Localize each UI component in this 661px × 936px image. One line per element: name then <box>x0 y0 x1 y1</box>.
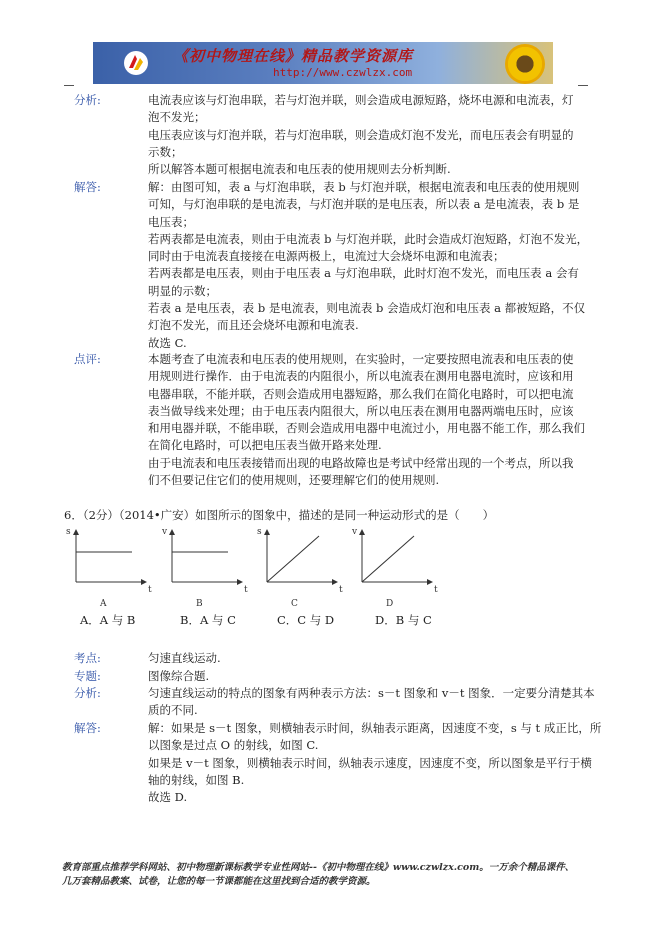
q6-analysis <box>148 685 595 720</box>
text-line: 示数； <box>148 144 183 159</box>
text-line: 匀速直线运动的特点的图象有两种表示方法：s－t 图象和 v－t 图象．一定要分清楚其本 <box>148 686 595 700</box>
text-line: 同时由于电流表直接接在电源两极上，电流过大会烧坏电源和电流表； <box>148 249 505 264</box>
footer-line: 教育部重点推荐学科网站、初中物理新课标教学专业性网站--《初中物理在线》www.czwlzx.com。一万余个精品课件、 <box>62 862 575 873</box>
q5-comment <box>148 351 585 489</box>
text-line: 电流表应该与灯泡串联，若与灯泡并联，则会造成电源短路，烧坏电源和电流表，灯 <box>148 93 574 107</box>
text-line: 本题考查了电流表和电压表的使用规则，在实验时，一定要按照电流表和电压表的使 <box>148 352 574 366</box>
graph-caption: A <box>100 599 107 609</box>
q6-kaodian-label: 考点: <box>74 651 101 665</box>
q6-analysis-label: 分析: <box>74 686 101 700</box>
graph-caption: C <box>291 599 298 609</box>
text-line: 电压表； <box>148 214 194 229</box>
text-line: 和用电器并联，不能串联，否则会造成用电器中电流过小，用电器不能工作，那么我们 <box>148 421 585 436</box>
text-line: 所以解答本题可根据电流表和电压表的使用规则去分析判断. <box>148 162 451 177</box>
text-line: 由于电流表和电压表接错而出现的电路故障也是考试中经常出现的一个考点，所以我 <box>148 455 574 470</box>
graph-x-label: t <box>148 585 152 595</box>
option-c[interactable]: C．C 与 D <box>277 613 335 627</box>
text-line: 灯泡不发光，而且还会烧坏电源和电流表. <box>148 318 359 333</box>
q6-graphs <box>62 522 602 614</box>
text-line: 用规则进行操作．由于电流表的内阻很小，所以电流表在测用电器电流时，应该和用 <box>148 369 574 384</box>
q5-analysis-label: 分析: <box>74 93 101 107</box>
page-footer <box>62 861 602 889</box>
graph-series-line <box>267 536 319 582</box>
graph-x-label: t <box>339 585 343 595</box>
graph-series-line <box>362 536 414 582</box>
graph-y-label: v <box>162 527 168 537</box>
text-line: 电器串联，不能并联，否则会造成用电器短路，那么我们在简化电路时，可以把电流 <box>148 386 574 401</box>
text-line: 以图象是过点 O 的射线，如图 C. <box>148 738 319 753</box>
q5-answer-label: 解答: <box>74 180 101 194</box>
q6-stem: 6．（2分）（2014•广安）如图所示的图象中，描述的是同一种运动形式的是（ ） <box>64 508 495 522</box>
text-line: 如果是 v－t 图象，则横轴表示时间，纵轴表示速度，因速度不变，所以图象是平行于横 <box>148 755 592 770</box>
option-d[interactable]: D．B 与 C <box>375 613 432 627</box>
q5-analysis <box>148 92 578 178</box>
text-line: 电压表应该与灯泡并联，若与灯泡串联，则会造成灯泡不发光，而电压表会有明显的 <box>148 127 574 142</box>
text-line: 故选 C. <box>148 335 187 350</box>
text-line: 若两表都是电流表，则由于电流表 b 与灯泡并联，此时会造成灯泡短路，灯泡不发光， <box>148 231 589 246</box>
text-line: 轴的射线，如图 B. <box>148 772 245 787</box>
text-line: 故选 D. <box>148 790 188 805</box>
graph-y-label: s <box>257 527 262 537</box>
header-rule-left <box>64 85 74 86</box>
q6-answer <box>148 720 602 806</box>
banner-url[interactable]: http://www.czwlzx.com <box>273 66 413 79</box>
option-b[interactable]: B．A 与 C <box>180 613 236 627</box>
text-line: 表当做导线来处理；由于电压表内阻很大，所以电压表在测用电器两端电压时，应该 <box>148 403 574 418</box>
text-line: 若两表都是电压表，则由于电压表 a 与灯泡串联，此时灯泡不发光，而电压表 a 会有 <box>148 266 579 281</box>
q5-answer <box>148 179 589 352</box>
text-line: 们不但要记住它们的使用规则，还要理解它们的使用规则. <box>148 473 440 488</box>
header-rule-right <box>578 85 588 86</box>
q5-comment-label: 点评: <box>74 352 101 366</box>
q6-topic: 图像综合题. <box>148 669 210 683</box>
q6-kaodian: 匀速直线运动. <box>148 651 221 665</box>
graph-y-label: s <box>66 527 71 537</box>
text-line: 质的不同. <box>148 703 198 718</box>
site-logo-icon <box>123 50 149 76</box>
graph-x-label: t <box>244 585 248 595</box>
footer-line: 几万套精品教案、试卷，让您的每一节课都能在这里找到合适的教学资源。 <box>62 876 376 887</box>
banner-title: 《初中物理在线》精品教学资源库 <box>173 47 414 65</box>
text-line: 可知，与灯泡串联的是电流表，与灯泡并联的是电压表，所以表 a 是电流表，表 b 是 <box>148 197 580 212</box>
sunflower-icon <box>505 44 545 84</box>
text-line: 明显的示数； <box>148 283 217 298</box>
graph-caption: B <box>196 599 203 609</box>
q6-topic-label: 专题: <box>74 669 101 683</box>
q6-answer-label: 解答: <box>74 721 101 735</box>
graph-caption: D <box>386 599 394 609</box>
option-a[interactable]: A．A 与 B <box>80 613 136 627</box>
graph-x-label: t <box>434 585 438 595</box>
site-banner <box>93 42 553 84</box>
text-line: 若表 a 是电压表，表 b 是电流表，则电流表 b 会造成灯泡和电压表 a 都被短路，不仅 <box>148 301 586 316</box>
text-line: 解：如果是 s－t 图象，则横轴表示时间，纵轴表示距离，因速度不变，s 与 t 成正比，所 <box>148 721 602 735</box>
text-line: 解：由图可知，表 a 与灯泡串联，表 b 与灯泡并联，根据电流表和电压表的使用规则 <box>148 180 580 194</box>
text-line: 泡不发光； <box>148 110 206 125</box>
text-line: 在简化电路时，可以把电压表当做开路来处理. <box>148 438 382 453</box>
graph-y-label: v <box>352 527 358 537</box>
